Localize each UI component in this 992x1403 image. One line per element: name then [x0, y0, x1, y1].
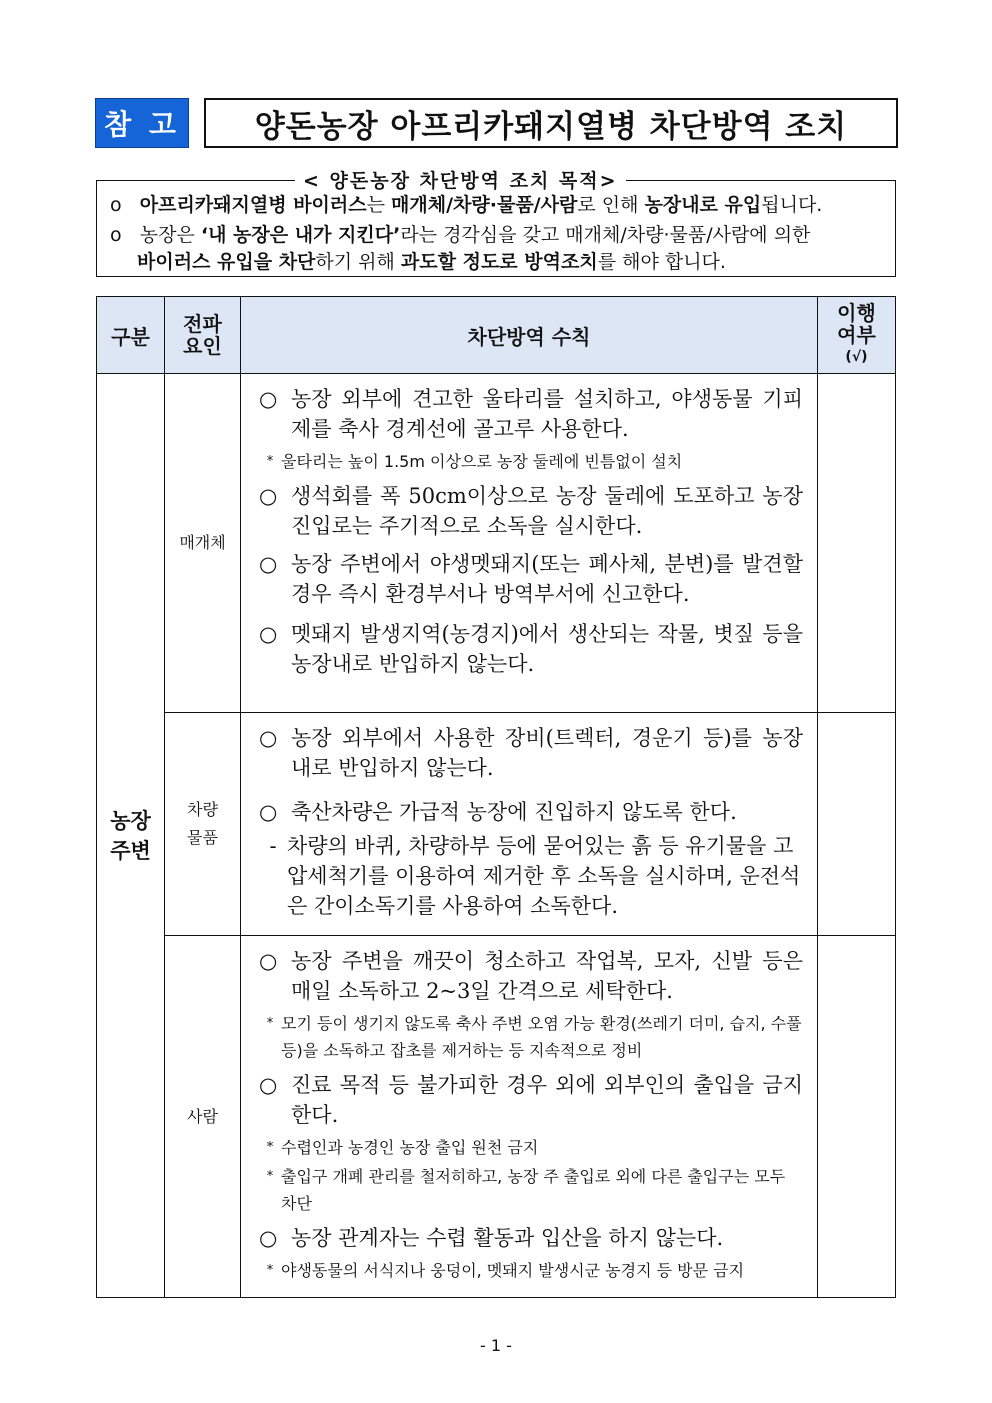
factor-line2: 물품	[187, 828, 218, 847]
header-factor-line1: 전파	[183, 312, 222, 336]
purpose-text: 는	[366, 194, 392, 216]
asterisk-icon: *	[266, 1016, 274, 1031]
note-text: 야생동물의 서식지나 웅덩이, 멧돼지 발생시군 농경지 등 방문 금지	[281, 1261, 745, 1280]
category-cell	[97, 374, 165, 1298]
note-item	[259, 1010, 803, 1064]
header-check	[818, 297, 896, 374]
rules-cell	[241, 936, 818, 1298]
rule-text: 진료 목적 등 불가피한 경우 외에 외부인의 출입을 금지한다.	[291, 1073, 803, 1127]
rules-cell	[241, 374, 818, 713]
check-cell[interactable]	[818, 713, 896, 936]
dash-item	[259, 831, 803, 921]
rule-text: 생석회를 폭 50cm이상으로 농장 둘레에 도포하고 농장 진입로는 주기적으로 소독을 실시한다.	[291, 484, 803, 538]
rule-text: 축산차량은 가급적 농장에 진입하지 않도록 한다.	[291, 800, 737, 824]
rule-item	[259, 384, 803, 444]
purpose-text: 됩니다.	[761, 194, 823, 216]
category-line1: 농장	[110, 808, 151, 833]
purpose-line-2	[110, 222, 810, 248]
purpose-line-3	[137, 249, 726, 275]
purpose-text: 과도할 정도로 방역조치	[400, 251, 598, 273]
rule-text: 멧돼지 발생지역(농경지)에서 생산되는 작물, 볏짚 등을 농장내로 반입하지 않는다.	[291, 622, 803, 676]
rule-text: 농장 외부에서 사용한 장비(트렉터, 경운기 등)를 농장 내로 반입하지 않는다.	[291, 726, 803, 780]
purpose-text: ‘내 농장은 내가 지킨다’	[200, 224, 401, 246]
circle-bullet-icon: ○	[259, 1226, 278, 1250]
category-line2: 주변	[110, 838, 151, 863]
factor-line1: 차량	[187, 800, 218, 819]
purpose-text: 라는 경각심을 갖고 매개체/차량·물품/사람에 의한	[400, 224, 811, 246]
purpose-marker: o	[110, 194, 122, 216]
purpose-line-1	[110, 192, 822, 218]
header-factor-line2: 요인	[183, 334, 222, 358]
circle-bullet-icon: ○	[259, 387, 278, 411]
rules-cell	[241, 713, 818, 936]
note-text: 출입구 개폐 관리를 철저히하고, 농장 주 출입로 외에 다른 출입구는 모두 차단	[281, 1167, 786, 1213]
table-header-row	[97, 297, 896, 374]
check-cell[interactable]	[818, 936, 896, 1298]
rule-item	[259, 549, 803, 609]
header-rules: 차단방역 수칙	[241, 297, 818, 374]
circle-bullet-icon: ○	[259, 552, 278, 576]
asterisk-icon: *	[266, 1140, 274, 1155]
header-category: 구분	[97, 297, 165, 374]
table-row	[97, 713, 896, 936]
circle-bullet-icon: ○	[259, 484, 278, 508]
factor-cell: 매개체	[165, 374, 241, 713]
note-text: 수렵인과 농경인 농장 출입 원천 금지	[281, 1138, 539, 1157]
header-factor	[165, 297, 241, 374]
purpose-text: 로 인해	[577, 194, 645, 216]
note-item	[259, 1163, 803, 1217]
rule-item	[259, 1070, 803, 1130]
purpose-heading: < 양돈농장 차단방역 조치 목적>	[295, 166, 626, 193]
rule-text: 농장 외부에 견고한 울타리를 설치하고, 야생동물 기피제를 축사 경계선에 골고루 사용한다.	[291, 387, 803, 441]
page-number: - 1 -	[480, 1336, 512, 1355]
purpose-text: 매개체/차량·물품/사람	[391, 194, 578, 216]
asterisk-icon: *	[266, 454, 274, 469]
rule-item	[259, 946, 803, 1006]
table-row	[97, 374, 896, 713]
note-text: 모기 등이 생기지 않도록 축사 주변 오염 가능 환경(쓰레기 더미, 습지, 수풀 등)을 소독하고 잡초를 제거하는 등 지속적으로 정비	[281, 1014, 802, 1060]
purpose-text: 하기 위해	[315, 251, 401, 273]
check-cell[interactable]	[818, 374, 896, 713]
rule-text: 농장 주변에서 야생멧돼지(또는 폐사체, 분변)를 발견할 경우 즉시 환경부서나 방역부서에 신고한다.	[291, 552, 803, 606]
factor-cell: 사람	[165, 936, 241, 1298]
table-row	[97, 936, 896, 1298]
note-item	[259, 1134, 803, 1161]
rule-item	[259, 723, 803, 783]
note-item	[259, 448, 803, 475]
circle-bullet-icon: ○	[259, 949, 278, 973]
asterisk-icon: *	[266, 1263, 274, 1278]
asterisk-icon: *	[266, 1169, 274, 1184]
rule-item	[259, 481, 803, 541]
rule-text: 농장 주변을 깨끗이 청소하고 작업복, 모자, 신발 등은 매일 소독하고 2~3일 간격으로 세탁한다.	[291, 949, 803, 1003]
circle-bullet-icon: ○	[259, 622, 278, 646]
reference-badge: 참 고	[95, 98, 189, 148]
circle-bullet-icon: ○	[259, 1073, 278, 1097]
note-text: 울타리는 높이 1.5m 이상으로 농장 둘레에 빈틈없이 설치	[281, 452, 683, 471]
rule-item	[259, 1223, 803, 1253]
header-check-line1: 이행	[837, 301, 876, 325]
document-title: 양돈농장 아프리카돼지열병 차단방역 조치	[204, 98, 898, 148]
header-check-line2: 여부	[837, 323, 876, 347]
dash-text: 차량의 바퀴, 차량하부 등에 묻어있는 흙 등 유기물을 고압세척기를 이용하여 제거한 후 소독을 실시하며, 운전석은 간이소독기를 사용하여 소독한다.	[287, 834, 801, 918]
purpose-text: 농장은	[139, 224, 201, 246]
purpose-text: 를 해야 합니다.	[597, 251, 726, 273]
purpose-text: 바이러스 유입을 차단	[137, 251, 316, 273]
rule-item	[259, 797, 803, 827]
purpose-text: 농장내로 유입	[644, 194, 762, 216]
dash-bullet-icon: -	[269, 834, 277, 858]
note-item	[259, 1257, 803, 1284]
rule-text: 농장 관계자는 수렵 활동과 입산을 하지 않는다.	[291, 1226, 724, 1250]
factor-cell	[165, 713, 241, 936]
circle-bullet-icon: ○	[259, 726, 278, 750]
rule-item	[259, 619, 803, 679]
circle-bullet-icon: ○	[259, 800, 278, 824]
header-check-line3: (√)	[845, 349, 868, 365]
purpose-text: 아프리카돼지열병 바이러스	[139, 194, 367, 216]
purpose-marker: o	[110, 224, 122, 246]
biosecurity-table	[96, 296, 896, 1298]
